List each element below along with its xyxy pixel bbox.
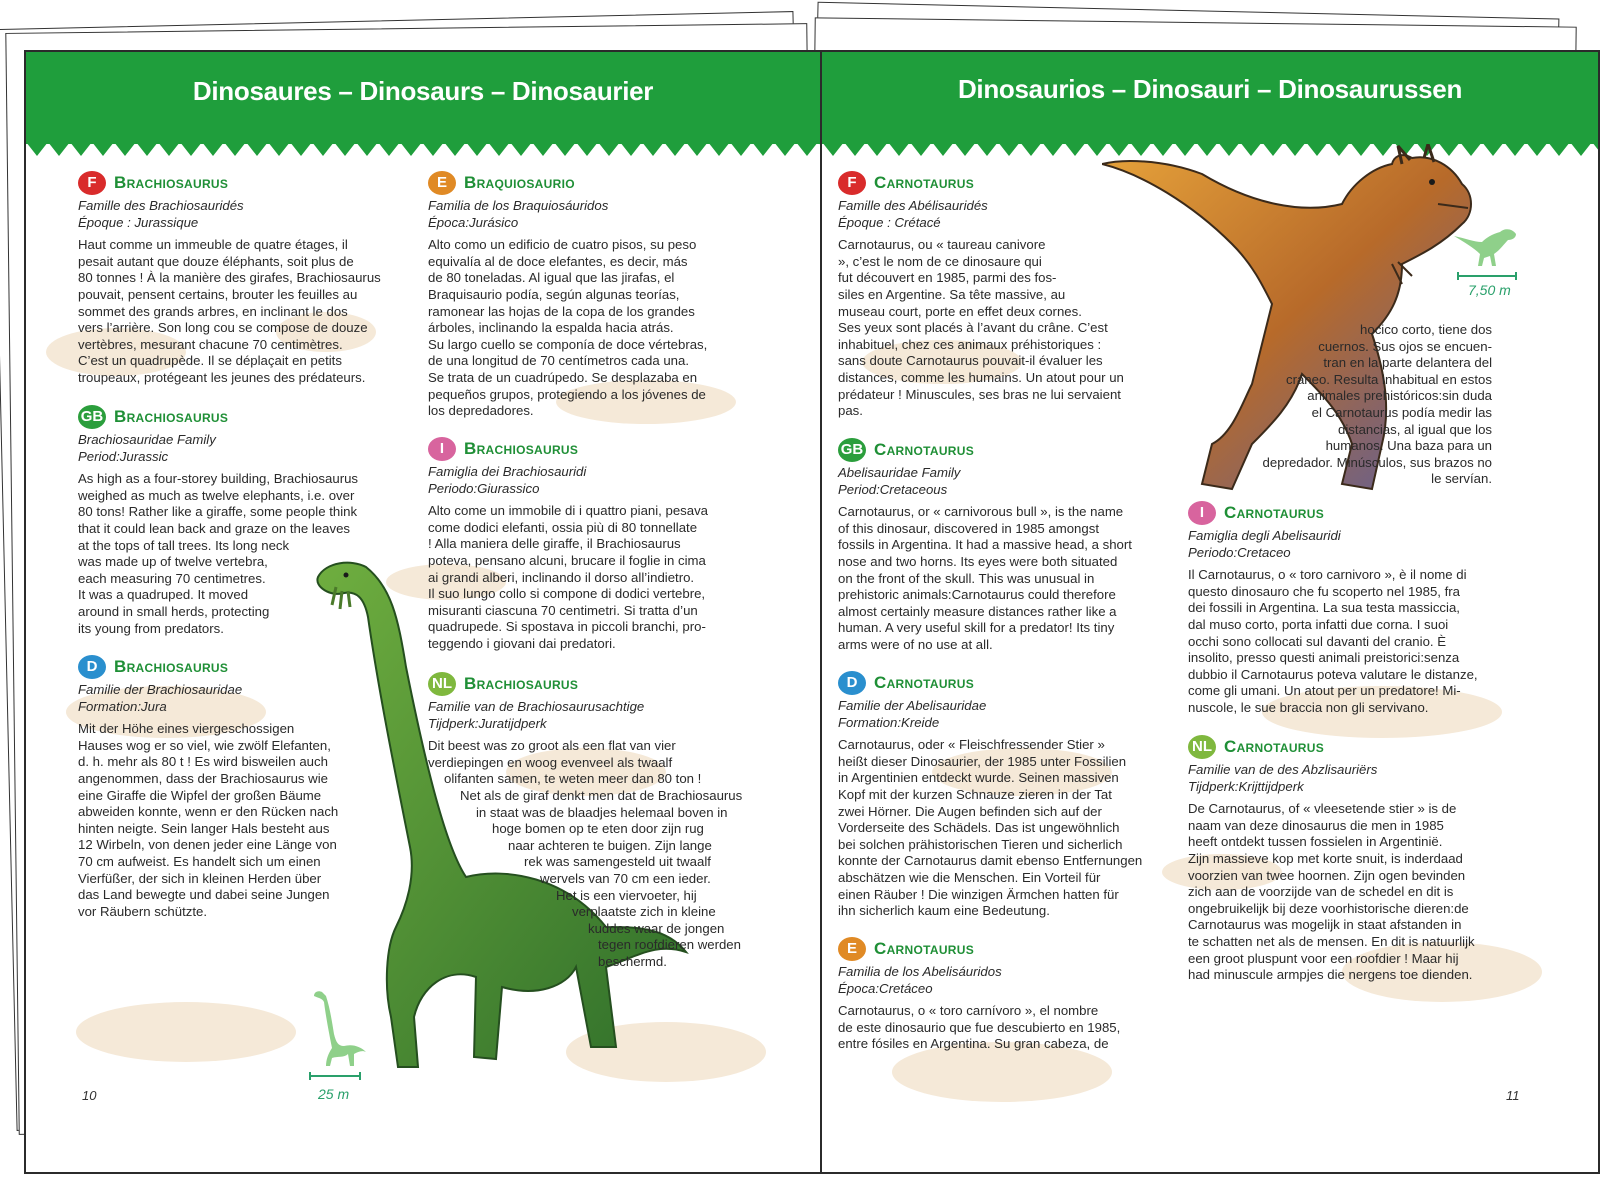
text-line: eine Giraffe die Wipfel der großen Bäume — [78, 787, 322, 803]
species-name: Carnotaurus — [874, 672, 975, 692]
text-line: siles en Argentine. Sa tête massive, au — [838, 286, 1066, 302]
family-label: Famille des Brachiosauridés — [78, 198, 244, 213]
family-label: Brachiosauridae Family — [78, 432, 216, 447]
language-badge: F — [78, 171, 106, 195]
text-line: 12 Wirbeln, von denen jeder eine Länge von — [78, 837, 337, 853]
text-line: ongebruikelijk bij deze voorhistorische dieren:de — [1188, 900, 1469, 916]
text-line: el Carnotaurus podía medir las — [1311, 404, 1492, 420]
text-line: at the tops of tall trees. Its long neck — [78, 537, 290, 553]
entry-nl — [1188, 734, 1548, 984]
family-label: Famiglia degli Abelisauridi — [1188, 528, 1341, 543]
entry-es — [838, 936, 1178, 1053]
text-line: Se trata de un cuadrúpedo. Se desplazaba en — [428, 369, 698, 385]
text-line: poteva, pensano alcuni, brucare il foglie in cima — [428, 552, 706, 568]
period-label: Tijdperk:Juratijdperk — [428, 715, 547, 731]
text-line: dal muso corto, porta infatti due corna. I suoi — [1188, 616, 1449, 632]
text-line: dubbio il Carnotaurus poteva valutare le distanze, — [1188, 666, 1478, 682]
entry-gb — [838, 437, 1178, 654]
text-line: 80 tons! Rather like a giraffe, some people think — [78, 504, 358, 520]
species-name: Carnotaurus — [1224, 502, 1325, 522]
text-line: Ses yeux sont placés à l’avant du crâne. C’est — [838, 320, 1108, 336]
text-line: Braquisaurio podía, según algunas teorías, — [428, 286, 680, 302]
text-line: vertèbres, mesurant chacune 70 centimètres. — [78, 336, 343, 352]
family-label: Abelisauridae Family — [838, 465, 961, 480]
entry-text — [78, 237, 418, 386]
text-line: C’est un quadrupède. Il se déplaçait en petits — [78, 353, 342, 369]
text-line: It was a quadruped. It moved — [78, 587, 249, 603]
species-name: Carnotaurus — [874, 439, 975, 459]
text-line: As high as a four-storey building, Brachiosaurus — [78, 471, 359, 487]
language-badge: I — [1188, 501, 1216, 525]
text-line: bei solchen prähistorischen Tieren und sicherlich — [838, 836, 1123, 852]
text-line: weighed as much as twelve elephants, i.e. over — [78, 487, 355, 503]
period-label: Periodo:Cretaceo — [1188, 544, 1291, 560]
text-line: Carnotaurus, oder « Fleischfressender Stier » — [838, 737, 1105, 753]
period-label: Époque : Jurassique — [78, 214, 199, 230]
text-line: verplaatste zich in kleine — [572, 904, 716, 920]
species-name: Braquiosaurio — [464, 172, 575, 192]
text-line: its young from predators. — [78, 620, 224, 636]
text-line: quadrupede. Si spostava in piccoli branchi, pro- — [428, 619, 706, 635]
family-label: Familie der Abelisauridae — [838, 698, 987, 713]
brachiosaurus-silhouette-icon — [308, 988, 368, 1080]
text-line: that it could lean back and graze on the leaves — [78, 520, 350, 536]
text-line: pas. — [838, 403, 863, 419]
text-line: Alto como un edificio de cuatro pisos, su peso — [428, 237, 697, 253]
text-line: come dodici elefanti, ossia più di 80 tonnellate — [428, 519, 698, 535]
period-label: Periodo:Giurassico — [428, 480, 540, 496]
entry-text — [838, 737, 1178, 920]
text-line: das Land bewegte und dabei seine Jungen — [78, 887, 330, 903]
text-line: distancias, al igual que los — [1338, 421, 1492, 437]
text-line: entre fósiles en Argentina. Su gran cabeza, de — [838, 1036, 1109, 1052]
period-label: Época:Cretáceo — [838, 980, 933, 996]
text-line: Het is een viervoeter, hij — [556, 887, 697, 903]
text-line: Carnotaurus was mogelijk in staat afstanden in — [1188, 917, 1462, 933]
family-label: Famiglia dei Brachiosauridi — [428, 464, 587, 479]
species-name: Brachiosaurus — [114, 406, 229, 426]
text-line: dei fossili in Argentina. La sua testa massiccia, — [1188, 600, 1460, 616]
text-line: Carnotaurus, o « toro carnívoro », el nombre — [838, 1003, 1099, 1019]
entry-text — [78, 721, 418, 920]
text-line: een groot pluspunt voor een roofdier ! Maar hij — [1188, 950, 1459, 966]
family-label: Familie der Brachiosauridae — [78, 682, 243, 697]
language-badge: NL — [1188, 735, 1216, 759]
page-number: 11 — [1506, 1088, 1520, 1103]
text-line: De Carnotaurus, of « vleesetende stier » is de — [1188, 801, 1457, 817]
left-page — [24, 50, 822, 1174]
entry-text — [838, 1003, 1178, 1053]
entry-es-continuation — [1242, 316, 1492, 488]
text-line: ! Alla maniera delle giraffe, il Brachiosaurus — [428, 536, 681, 552]
text-line: ai grandi alberi, inclinando il dorso all’indietro. — [428, 569, 695, 585]
text-line: zwei Hörner. Die Augen befinden sich auf der — [838, 803, 1102, 819]
right-page — [820, 50, 1600, 1174]
entry-de — [78, 654, 418, 920]
page-number: 10 — [82, 1088, 97, 1103]
text-line: Il Carnotaurus, o « toro carnivoro », è il nome di — [1188, 567, 1467, 583]
text-line: equivalía al de doce elefantes, es decir, más — [428, 253, 688, 269]
text-line: was made up of twelve vertebra, — [78, 554, 268, 570]
text-line: Net als de giraf denkt men dat de Brachiosaurus — [460, 787, 743, 803]
period-label: Formation:Jura — [78, 698, 167, 714]
text-line: 80 tonnes ! À la manière des girafes, Brachiosaurus — [78, 270, 381, 286]
entry-it — [1188, 500, 1548, 717]
text-line: animales prehistóricos:sin duda — [1307, 388, 1492, 404]
text-line: vor Räubern schützte. — [78, 903, 208, 919]
text-line: voorzien van twee hoornen. Zijn ogen bevinden — [1188, 867, 1466, 883]
entry-gb — [78, 404, 418, 637]
text-line: Zijn massieve kop met korte snuit, is inderdaad — [1188, 850, 1463, 866]
text-line: Carnotaurus, ou « taureau canivore — [838, 237, 1046, 253]
text-line: museau court, porte en effet deux cornes. — [838, 303, 1082, 319]
entry-text — [428, 503, 788, 652]
species-name: Carnotaurus — [874, 938, 975, 958]
text-line: hinten neigte. Sein langer Hals besteht aus — [78, 820, 330, 836]
text-line: each measuring 70 centimetres. — [78, 570, 266, 586]
text-line: tegen roofdieren werden — [598, 937, 741, 953]
species-name: Carnotaurus — [1224, 736, 1325, 756]
text-line: naar achteren te buigen. Zijn lange — [508, 837, 712, 853]
text-line: distances, comme les humains. Un atout pour un — [838, 369, 1124, 385]
language-badge: I — [428, 437, 456, 461]
text-line: vers l’arrière. Son long cou se compose de douze — [78, 320, 368, 336]
period-label: Época:Jurásico — [428, 214, 519, 230]
period-label: Period:Jurassic — [78, 448, 169, 464]
text-line: sans doute Carnotaurus pouvait-il évaluer les — [838, 353, 1103, 369]
text-line: te schatten net als de mensen. En dit is natuurlijk — [1188, 933, 1475, 949]
entry-text — [1242, 322, 1492, 488]
entry-text — [428, 738, 788, 970]
carnotaurus-silhouette-icon — [1452, 222, 1522, 282]
text-line: insolito, presso questi animali preistorici:senza — [1188, 650, 1460, 666]
page-title: Dinosaurios – Dinosauri – Dinosaurussen — [957, 74, 1463, 104]
text-line: abweiden konnte, wenn er den Rücken nach — [78, 804, 339, 820]
language-badge: E — [838, 937, 866, 961]
language-badge: GB — [78, 405, 106, 429]
zigzag-edge — [26, 142, 822, 158]
text-line: tran en la parte delantera del — [1323, 355, 1492, 371]
text-line: kuddes waar de jongen — [588, 920, 725, 936]
text-line: ramonear las hojas de la copa de los grandes — [428, 303, 695, 319]
text-line: wervels van 70 cm een ieder. — [540, 870, 711, 886]
text-line: questo dinosauro che fu scoperto nel 1985, fra — [1188, 583, 1460, 599]
text-line: humanos. Una baza para un — [1325, 438, 1492, 454]
text-line: Kopf mit der kurzen Schnauze zieren in der Tat — [838, 786, 1112, 802]
period-label: Tijdperk:Krijttijdperk — [1188, 778, 1304, 794]
text-line: Vierfüßer, der sich in kleinen Herden über — [78, 870, 322, 886]
text-line: troupeaux, protégeant les jeunes des prédateurs. — [78, 369, 366, 385]
entry-de — [838, 670, 1178, 920]
family-label: Familia de los Braquiosáuridos — [428, 198, 609, 213]
language-badge: E — [428, 171, 456, 195]
text-line: almost certainly measure distances rather like a — [838, 603, 1117, 619]
text-line: Alto come un immobile di i quattro piani, pesava — [428, 503, 709, 519]
text-line: », c’est le nom de ce dinosaure qui — [838, 253, 1042, 269]
text-line: depredador. Minúsculos, sus brazos no — [1262, 454, 1492, 470]
text-line: come gli umani. Un atout per un predatore! Mi- — [1188, 683, 1461, 699]
text-line: arms were of no use at all. — [838, 636, 993, 652]
text-line: cráneo. Resulta inhabitual en estos — [1285, 371, 1492, 387]
text-line: Dit beest was zo groot als een flat van vier — [428, 738, 676, 754]
text-line: Hauses wog er so viel, wie zwölf Elefanten, — [78, 737, 331, 753]
text-line: naam van deze dinosaurus die men in 1985 — [1188, 817, 1444, 833]
species-name: Brachiosaurus — [114, 172, 229, 192]
text-line: pouvait, pensent certains, brouter les feuilles au — [78, 286, 358, 302]
period-label: Époque : Crétacé — [838, 214, 941, 230]
language-badge: NL — [428, 672, 456, 696]
entry-text — [428, 237, 788, 420]
text-line: fossils in Argentina. It had a massive head, a short — [838, 537, 1132, 553]
text-line: in Argentinien entdeckt wurde. Seinen massiven — [838, 770, 1119, 786]
text-line: abschätzen wie die Menschen. Ein Vorteil für — [838, 869, 1101, 885]
language-badge: F — [838, 171, 866, 195]
entry-fr — [838, 170, 1178, 420]
text-line: Carnotaurus, or « carnivorous bull », is the name — [838, 504, 1124, 520]
text-line: Su largo cuello se componía de doce vértebras, — [428, 336, 708, 352]
text-line: fut découvert en 1985, parmi des fos- — [838, 270, 1057, 286]
entry-text — [838, 237, 1178, 420]
text-line: árboles, inclinando la espalda hacia atrás. — [428, 320, 674, 336]
scale-label: 25 m — [318, 1086, 350, 1102]
entry-it — [428, 436, 788, 653]
text-line: in staat was de blaadjes helemaal boven in — [476, 804, 728, 820]
text-line: beschermd. — [598, 953, 667, 969]
entry-es — [428, 170, 788, 420]
text-line: pesait autant que douze éléphants, soit plus de — [78, 253, 354, 269]
text-line: on the front of the skull. This was unusual in — [838, 570, 1095, 586]
period-label: Period:Cretaceous — [838, 481, 948, 497]
text-line: verdiepingen en woog evenveel als twaalf — [428, 754, 673, 770]
scale-label: 7,50 m — [1468, 282, 1511, 298]
text-line: zich aan de voorzijde van de schedel en dit is — [1188, 884, 1454, 900]
text-line: sommet des grands arbres, en inclinant le dos — [78, 303, 348, 319]
text-line: hoge bomen op te eten door zijn rug — [492, 821, 704, 837]
text-line: de una longitud de 70 centímetros cada una. — [428, 353, 690, 369]
text-line: konnte der Carnotaurus damit ebenso Entfernungen — [838, 853, 1143, 869]
text-line: occhi sono collocati sul davanti del cranio. È — [1188, 633, 1447, 649]
text-line: heißt dieser Dinosaurier, der 1985 unter Fossilien — [838, 753, 1127, 769]
text-line: le servían. — [1431, 471, 1492, 487]
text-line: olifanten samen, te weten meer dan 80 ton ! — [444, 771, 702, 787]
text-line: around in small herds, protecting — [78, 603, 270, 619]
text-line: human. A very useful skill for a predator! Its tiny — [838, 620, 1115, 636]
text-line: Il suo lungo collo si compone di dodici vertebre, — [428, 586, 706, 602]
text-line: cuernos. Sus ojos se encuen- — [1318, 338, 1492, 354]
language-badge: D — [78, 655, 106, 679]
text-line: hocico corto, tiene dos — [1360, 322, 1492, 337]
text-line: los depredadores. — [428, 403, 534, 419]
text-line: d. h. mehr als 80 t ! Es wird bisweilen auch — [78, 754, 328, 770]
text-line: had minuscule armpjes die nergens toe dienden. — [1188, 967, 1473, 983]
species-name: Brachiosaurus — [464, 438, 579, 458]
text-line: de 80 toneladas. Al igual que las jirafas, el — [428, 270, 675, 286]
language-badge: D — [838, 671, 866, 695]
text-line: prédateur ! Minuscules, ses bras ne lui servaient — [838, 386, 1121, 402]
text-line: teggendo i giovani dai predatori. — [428, 635, 616, 651]
page-title: Dinosaures – Dinosaurs – Dinosaurier — [192, 76, 654, 106]
text-line: ihn sicherlich kaum eine Bedeutung. — [838, 903, 1050, 919]
text-line: pequeños grupos, protegiendo a los jóvenes de — [428, 386, 706, 402]
entry-text — [78, 471, 418, 637]
language-badge: GB — [838, 438, 866, 462]
entry-fr — [78, 170, 418, 387]
entry-text — [838, 504, 1178, 653]
text-line: heeft ontdekt tussen fossielen in Argentinië. — [1188, 834, 1443, 850]
species-name: Brachiosaurus — [114, 656, 229, 676]
family-label: Familie van de des Abzlisauriërs — [1188, 762, 1378, 777]
text-line: rek was samengesteld uit twaalf — [524, 854, 711, 870]
text-line: Haut comme un immeuble de quatre étages, il — [78, 237, 348, 253]
species-name: Carnotaurus — [874, 172, 975, 192]
entry-text — [1188, 567, 1548, 716]
family-label: Famille des Abélisauridés — [838, 198, 988, 213]
text-line: Mit der Höhe eines viergeschossigen — [78, 721, 295, 737]
text-line: Vorderseite des Schädels. Das ist ungewöhnlich — [838, 820, 1120, 836]
period-label: Formation:Kreide — [838, 714, 940, 730]
entry-text — [1188, 801, 1548, 984]
family-label: Familia de los Abelisáuridos — [838, 964, 1002, 979]
text-line: de este dinosaurio que fue descubierto en 1985, — [838, 1019, 1121, 1035]
text-line: inhabituel, chez ces animaux préhistoriques : — [838, 336, 1102, 352]
species-name: Brachiosaurus — [464, 673, 579, 693]
text-line: einen Räuber ! Die winzigen Ärmchen hatten für — [838, 886, 1119, 902]
text-line: nose and two horns. Its eyes were both situated — [838, 553, 1118, 569]
text-line: prehistoric animals:Carnotaurus could therefore — [838, 587, 1116, 603]
family-label: Familie van de Brachiosaurusachtige — [428, 699, 645, 714]
text-line: 70 cm aufweist. Es handelt sich um einen — [78, 853, 321, 869]
text-line: misuranti ciascuna 70 centimetri. Si tratta d’un — [428, 602, 698, 618]
text-line: nuscole, le sue braccia non gli servivano. — [1188, 699, 1429, 715]
text-line: of this dinosaur, discovered in 1985 amongst — [838, 520, 1099, 536]
text-line: angenommen, dass der Brachiosaurus wie — [78, 770, 328, 786]
entry-nl — [428, 671, 788, 971]
